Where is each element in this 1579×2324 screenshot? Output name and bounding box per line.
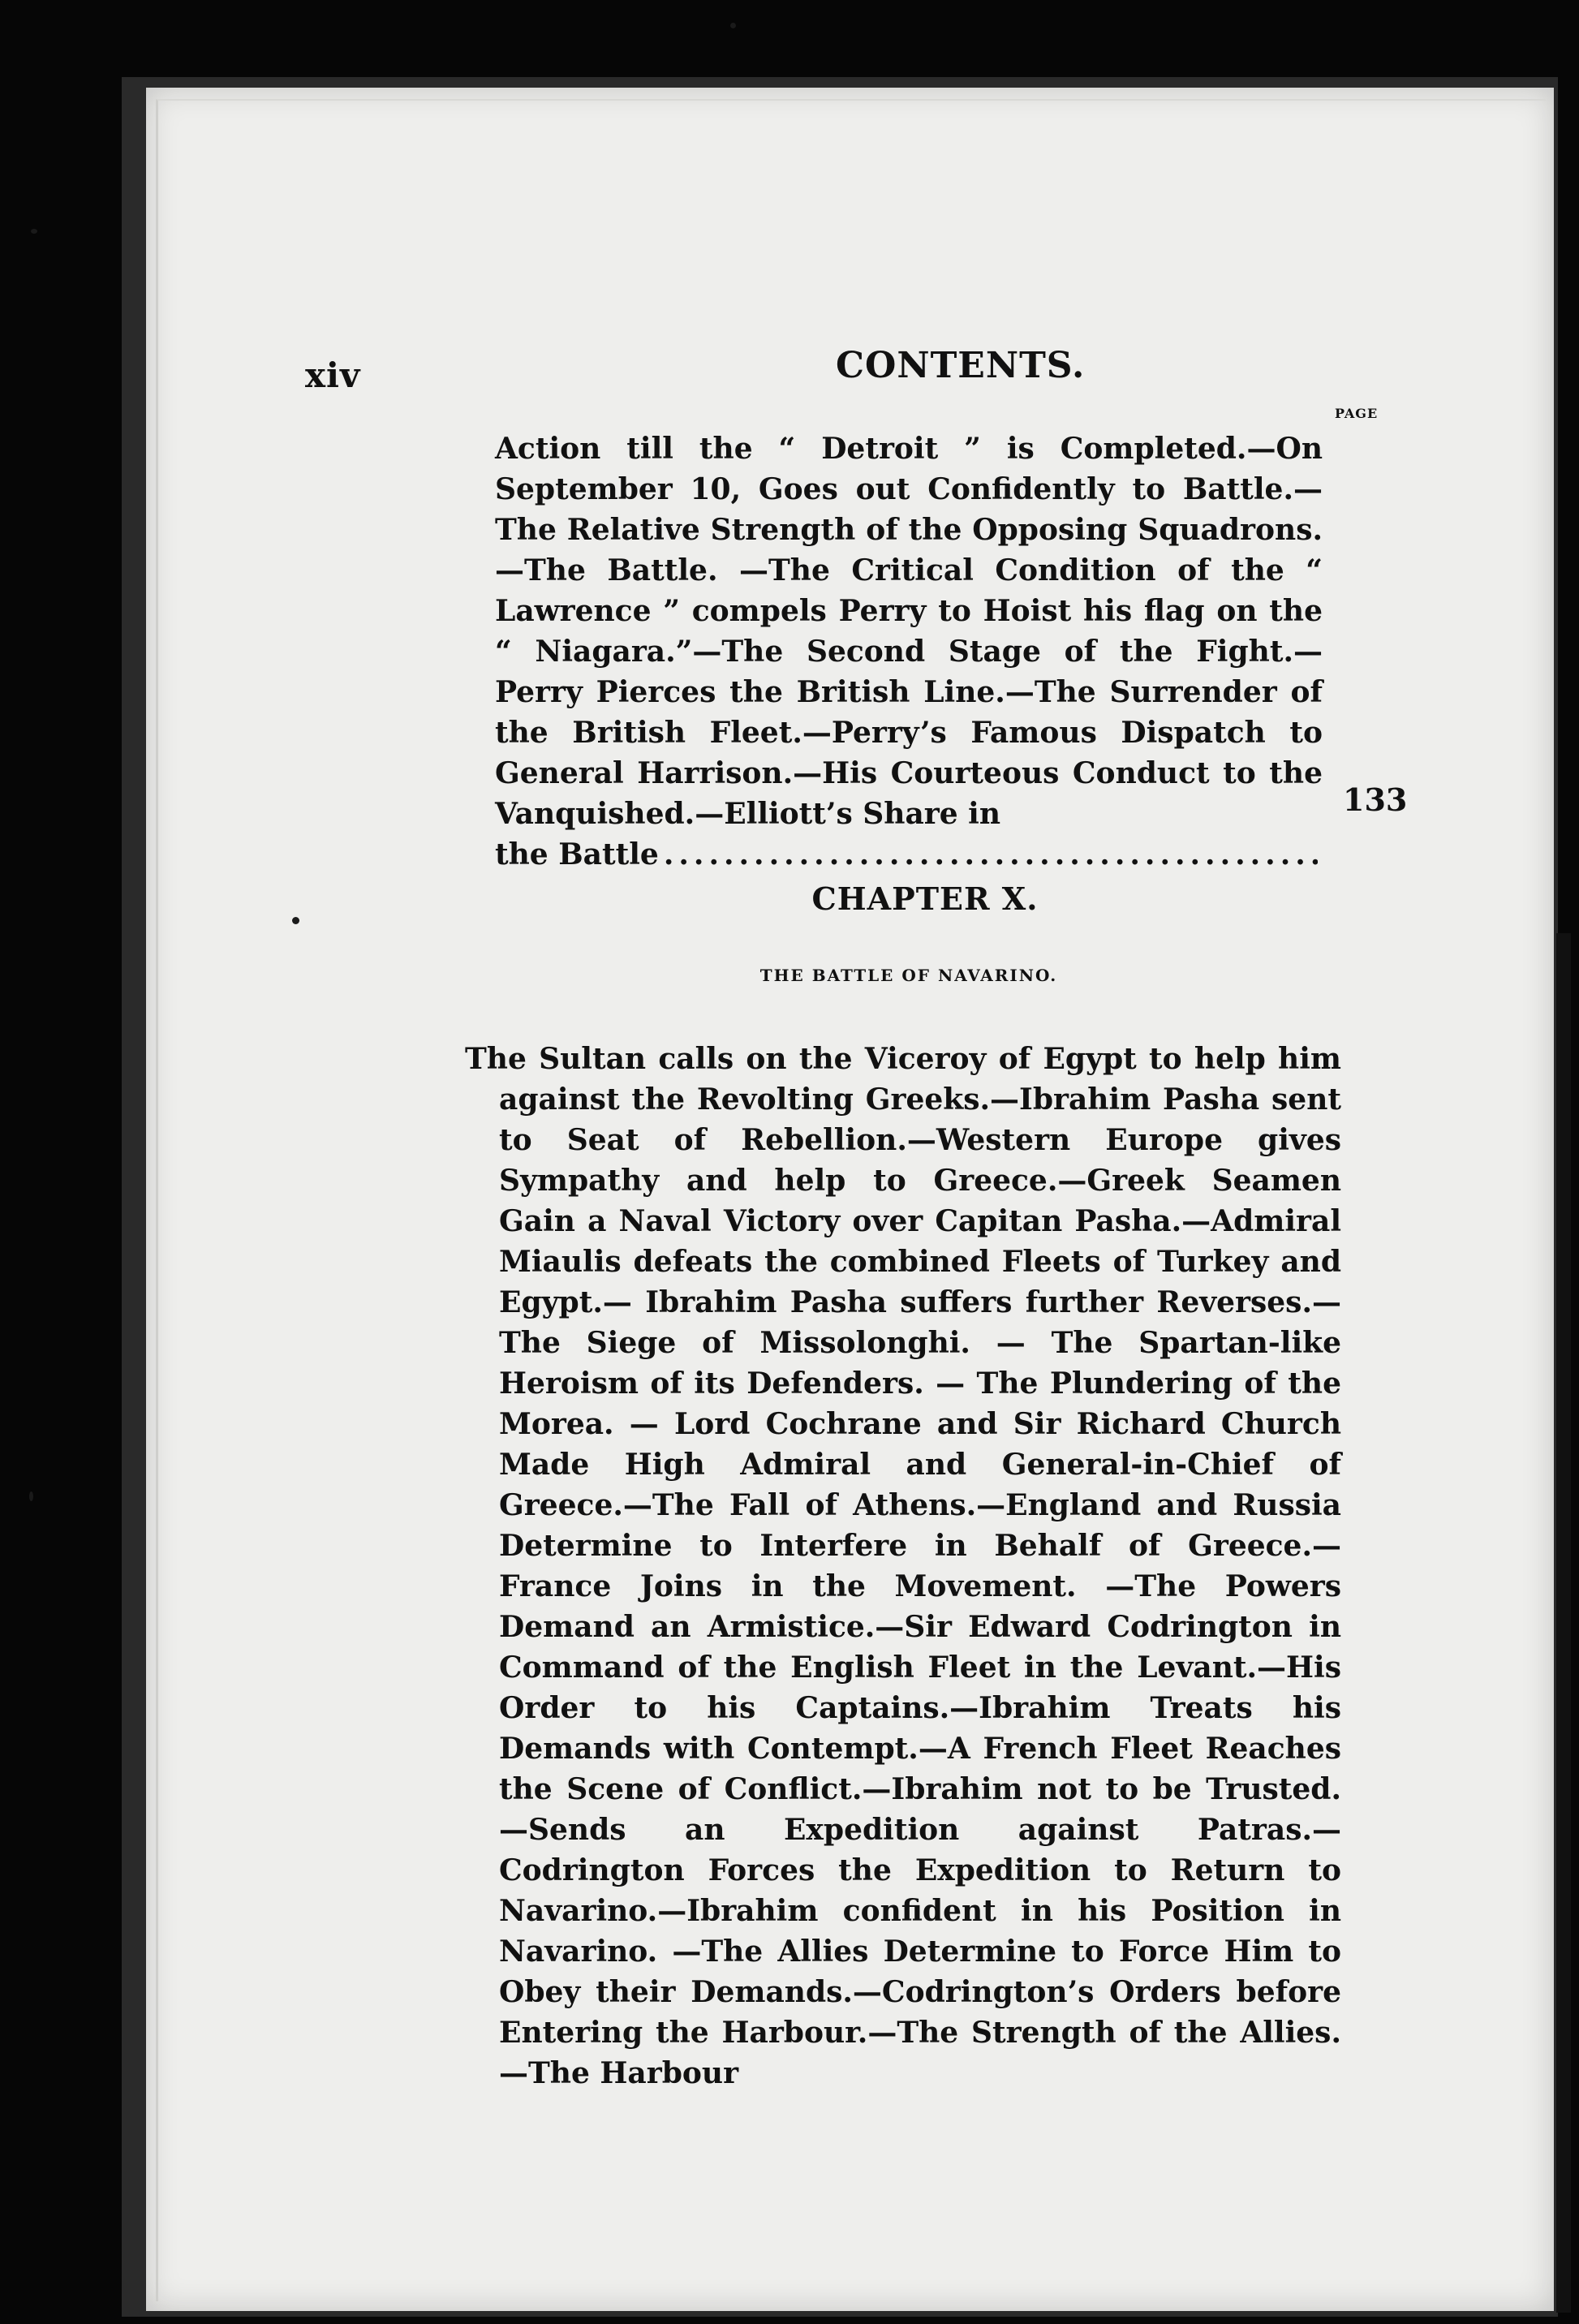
contents-entry: [495, 428, 1323, 875]
entry-text: Action till the “ Detroit ” is Completed.—On September 10, Goes out Confidently to Battle.—The Relative Strength of the Opposing Squadrons.—The Battle. —The Critical Condition of the “ Lawrence ” compels Perry to Hoist his flag on the “ Niagara.”—The Second Stage of the Fight.—Perry Pierces the British Line.—The Surrender of the British Fleet.—Perry’s Famous Dispatch to General Harrison.—His Courteous Conduct to the Vanquished.—Elliott’s Share in: [495, 432, 1323, 831]
dot-leader: [664, 834, 1318, 875]
chapter-summary: The Sultan calls on the Viceroy of Egypt to help him against the Revolting Greeks.—Ibrahim Pasha sent to Seat of Rebellion.—Western Europe gives Sympathy and help to Greece.—Greek Seamen Gain a Naval Victory over Capitan Pasha.—Admiral Miaulis defeats the combined Fleets of Turkey and Egypt.— Ibrahim Pasha suffers further Reverses.—The Siege of Missolonghi. — The Spartan-like Heroism of its Defenders. — The Plundering of the Morea. — Lord Cochrane and Sir Richard Church Made High Admiral and General-in-Chief of Greece.—The Fall of Athens.—England and Russia Determine to Interfere in Behalf of Greece.—France Joins in the Movement. —The Powers Demand an Armistice.—Sir Edward Codrington in Command of the English Fleet in the Levant.—His Order to his Captains.—Ibrahim Treats his Demands with Contempt.—A French Fleet Reaches the Scene of Conflict.—Ibrahim not to be Trusted.—Sends an Expedition against Patras.— Codrington Forces the Expedition to Return to Navarino.—Ibrahim confident in his Position in Navarino. —The Allies Determine to Force Him to Obey their Demands.—Codrington’s Orders before Entering the Harbour.—The Strength of the Allies.—The Harbour: [465, 1042, 1341, 2090]
scan-speck: [31, 229, 37, 234]
scan-speck: [29, 1491, 33, 1501]
next-page-edge: [1556, 933, 1571, 2313]
entry-last-line-text: the Battle: [495, 837, 659, 872]
scan-speck: [292, 917, 299, 924]
scan-speck: [730, 23, 736, 28]
entry-page-number: 133: [1343, 781, 1408, 818]
chapter-heading: CHAPTER X.: [811, 880, 1039, 917]
running-head: CONTENTS.: [836, 345, 1086, 386]
page-number: xiv: [305, 355, 361, 395]
page-column-label: PAGE: [1335, 406, 1379, 421]
entry-last-line: [495, 834, 1323, 875]
chapter-title: THE BATTLE OF NAVARINO.: [759, 966, 1058, 985]
